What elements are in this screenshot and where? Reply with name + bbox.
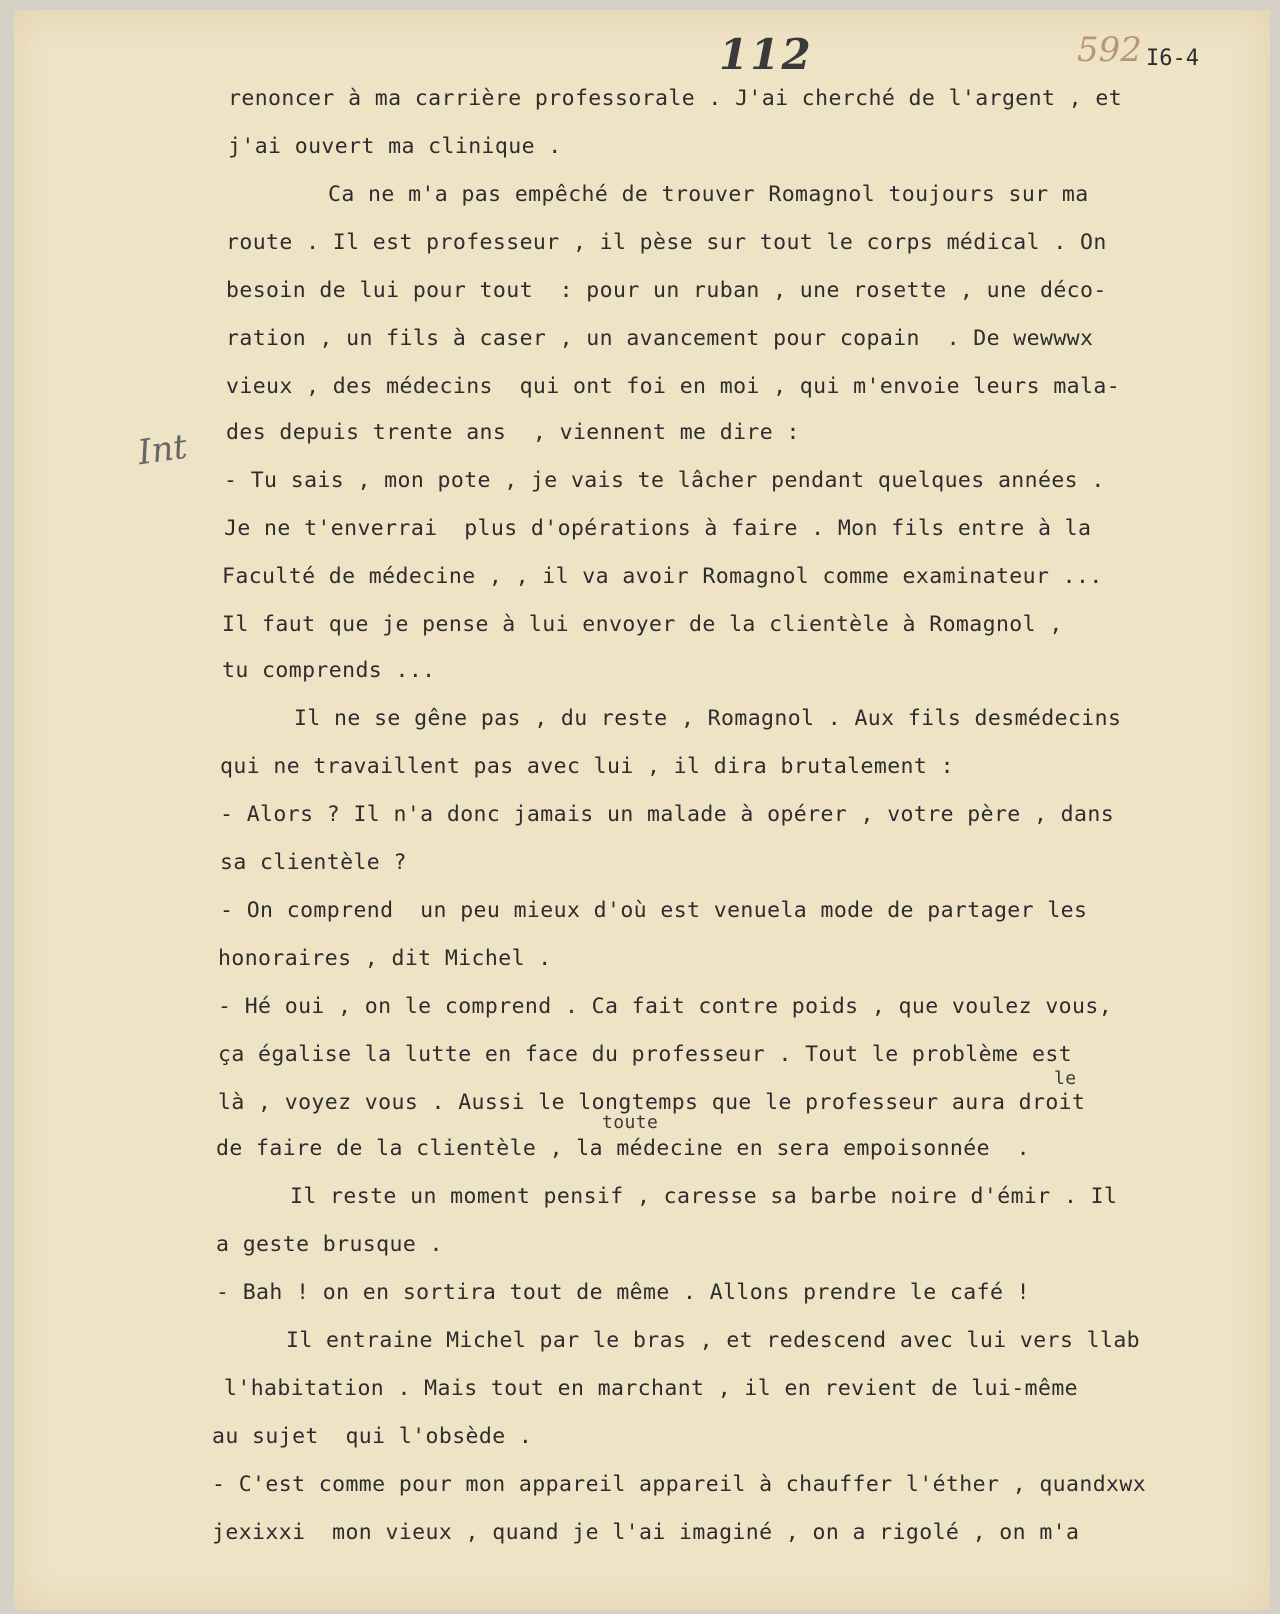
text-line: Faculté de médecine , , il va avoir Romagnol comme examinateur ... bbox=[222, 564, 1103, 589]
text-line: Je ne t'enverrai plus d'opérations à faire . Mon fils entre à la bbox=[224, 516, 1092, 541]
text-line: - On comprend un peu mieux d'où est venuela mode de partager les bbox=[220, 898, 1088, 923]
text-line: Il reste un moment pensif , caresse sa barbe noire d'émir . Il bbox=[290, 1184, 1118, 1209]
typed-insertion: le bbox=[1054, 1068, 1077, 1089]
text-line: - Tu sais , mon pote , je vais te lâcher pendant quelques années . bbox=[224, 468, 1105, 493]
typed-page-code: I6-4 bbox=[1146, 46, 1199, 71]
text-line: - Hé oui , on le comprend . Ca fait contre poids , que voulez vous, bbox=[218, 994, 1113, 1019]
text-line: tu comprends ... bbox=[222, 658, 436, 683]
text-line: Il entraine Michel par le bras , et redescend avec lui vers llab bbox=[286, 1328, 1141, 1353]
handwritten-page-number: 112 bbox=[719, 30, 813, 79]
text-line: - Alors ? Il n'a donc jamais un malade à opérer , votre père , dans bbox=[220, 802, 1115, 827]
text-line: sa clientèle ? bbox=[220, 850, 407, 875]
text-line: de faire de la clientèle , la médecine en sera empoisonnée . bbox=[216, 1136, 1030, 1161]
text-line: jexixxi mon vieux , quand je l'ai imaginé , on a rigolé , on m'a bbox=[212, 1520, 1080, 1545]
text-line: j'ai ouvert ma clinique . bbox=[228, 134, 562, 159]
text-line: - C'est comme pour mon appareil appareil à chauffer l'éther , quandxwx bbox=[212, 1472, 1147, 1497]
text-line: vieux , des médecins qui ont foi en moi , qui m'envoie leurs mala- bbox=[226, 374, 1121, 399]
text-line: ça égalise la lutte en face du professeur . Tout le problème est bbox=[218, 1042, 1073, 1067]
text-line: renoncer à ma carrière professorale . J'ai cherché de l'argent , et bbox=[228, 86, 1123, 111]
text-line: Il ne se gêne pas , du reste , Romagnol . Aux fils desmédecins bbox=[294, 706, 1122, 731]
pencil-page-number: 592 bbox=[1077, 30, 1142, 70]
text-line: Ca ne m'a pas empêché de trouver Romagnol toujours sur ma bbox=[328, 182, 1089, 207]
text-line: des depuis trente ans , viennent me dire : bbox=[226, 420, 800, 445]
text-line: - Bah ! on en sortira tout de même . Allons prendre le café ! bbox=[216, 1280, 1030, 1305]
text-line: là , voyez vous . Aussi le longtemps que le professeur aura droit bbox=[218, 1090, 1086, 1115]
text-line: honoraires , dit Michel . bbox=[218, 946, 552, 971]
text-line: Il faut que je pense à lui envoyer de la clientèle à Romagnol , bbox=[222, 612, 1063, 637]
text-line: a geste brusque . bbox=[216, 1232, 443, 1257]
typescript-page bbox=[14, 10, 1270, 1610]
text-line: l'habitation . Mais tout en marchant , il en revient de lui-même bbox=[224, 1376, 1079, 1401]
text-line: ration , un fils à caser , un avancement pour copain . De wewwwx bbox=[226, 326, 1094, 351]
text-line: route . Il est professeur , il pèse sur tout le corps médical . On bbox=[226, 230, 1107, 255]
margin-annotation: Int bbox=[135, 426, 190, 474]
text-line: au sujet qui l'obsède . bbox=[212, 1424, 533, 1449]
text-line: qui ne travaillent pas avec lui , il dira brutalement : bbox=[220, 754, 954, 779]
typed-insertion: toute bbox=[602, 1112, 659, 1133]
text-line: besoin de lui pour tout : pour un ruban , une rosette , une déco- bbox=[226, 278, 1107, 303]
